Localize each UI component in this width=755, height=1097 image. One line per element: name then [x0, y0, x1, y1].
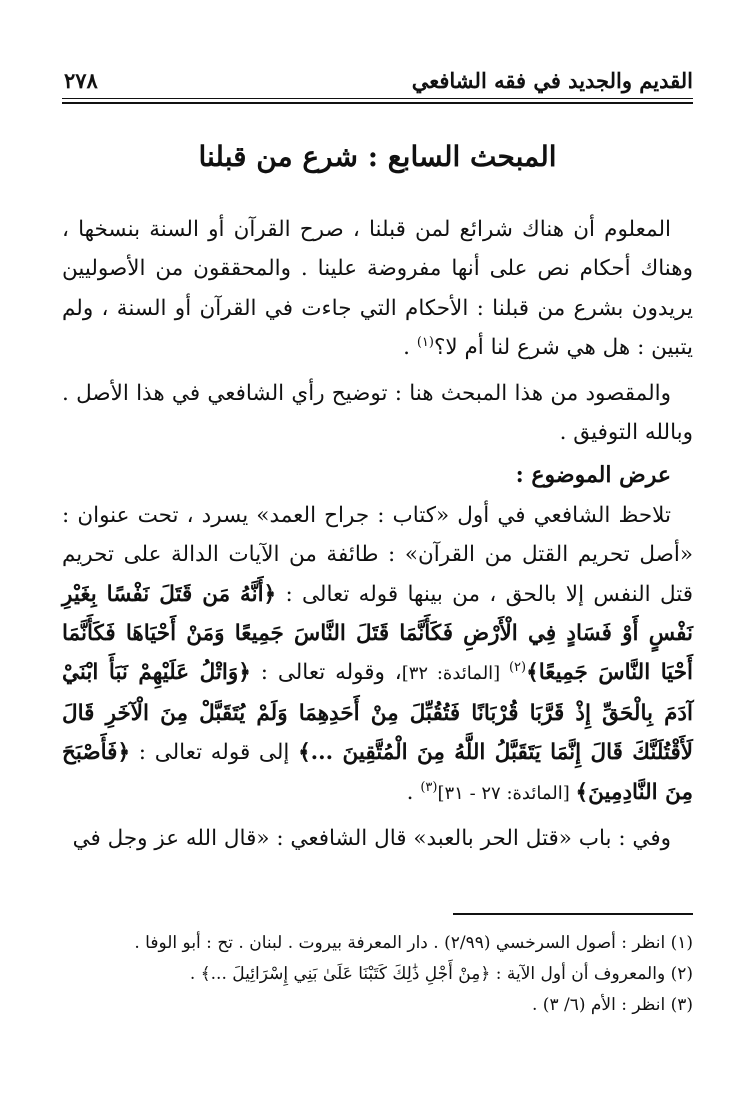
verse-reference-2: [المائدة: ٢٧ - ٣١] [437, 782, 576, 804]
paragraph-intro [62, 210, 693, 368]
paragraph-intro-text: المعلوم أن هناك شرائع لمن قبلنا ، صرح القرآن أو السنة بنسخها ، وهناك أحكام نص على أنها مفروضة علينا . والمحققون من الأصوليين يريدون بشرع من قبلنا : الأحكام التي جاءت في القرآن أو السنة ، ولم يتبين : هل هي شرع لنا أم لا؟ [62, 217, 693, 361]
header-rule [62, 98, 693, 99]
verses-end: . [406, 779, 421, 805]
footnote-2: (٢) والمعروف أن أول الآية : ﴿مِنْ أَجْلِ ذَٰلِكَ كَتَبْنَا عَلَىٰ بَنِي إِسْرَائِيلَ ...﴾ . [189, 964, 693, 984]
verses-connector-2: إلى قوله تعالى : [130, 740, 299, 766]
paragraph-intro-end: . [403, 335, 417, 361]
footnote-ref-1: (١) [416, 335, 434, 351]
footnote-ref-3: (٣) [420, 779, 438, 795]
header-rule-thick [62, 102, 693, 104]
paragraph-verses [62, 496, 693, 813]
quran-verse-3: ﴿فَأَصْبَحَ مِنَ النَّادِمِينَ﴾ [62, 740, 693, 805]
body-text [62, 210, 693, 859]
subheading-topic: عرض الموضوع : [515, 462, 671, 489]
quran-verse-2: ﴿وَاتْلُ عَلَيْهِمْ نَبَأَ ابْنَيْ آدَمَ بِالْحَقِّ إِذْ قَرَّبَا قُرْبَانًا فَتُقُبِّلَ مِنْ أَحَدِهِمَا وَلَمْ يُتَقَبَّلْ مِنَ الْآخَرِ قَالَ لَأَقْتُلَنَّكَ قَالَ إِنَّمَا يَتَقَبَّلُ اللَّهُ مِنَ الْمُتَّقِينَ ...﴾ [62, 660, 693, 766]
section-title: المبحث السابع : شرع من قبلنا [198, 140, 557, 173]
footnote-3: (٣) انظر : الأم (٦/ ٣) . [532, 995, 693, 1015]
quran-verse-1: ﴿أَنَّهُ مَن قَتَلَ نَفْسًا بِغَيْرِ نَفْسٍ أَوْ فَسَادٍ فِي الْأَرْضِ فَكَأَنَّمَا قَتَلَ النَّاسَ جَمِيعًا وَمَنْ أَحْيَاهَا فَكَأَنَّمَا أَحْيَا النَّاسَ جَمِيعًا﴾ [62, 581, 693, 686]
page-number: ٢٧٨ [64, 68, 98, 93]
footnote-ref-2: (٢) [508, 660, 527, 676]
running-header [62, 68, 693, 102]
verses-intro-text: تلاحظ الشافعي في أول «كتاب : جراح العمد» يسرد ، تحت عنوان : «أصل تحريم القتل من القرآن» : طائفة من الآيات الدالة على تحريم قتل النفس إلا بالحق ، من بينها قوله تعالى : [62, 502, 693, 607]
verse-reference-1: [المائدة: ٣٢] [401, 663, 509, 685]
footnotes [62, 928, 693, 1021]
verses-connector-1: ، وقوله تعالى : [250, 660, 402, 686]
running-header-title: القديم والجديد في فقه الشافعي [411, 68, 693, 93]
footnote-separator [453, 913, 693, 915]
footnote-1: (١) انظر : أصول السرخسي (٢/٩٩) . دار المعرفة بيروت . لبنان . تح : أبو الوفا . [134, 933, 693, 953]
paragraph-purpose: والمقصود من هذا المبحث هنا : توضيح رأي الشافعي في هذا الأصل . وبالله التوفيق . [62, 380, 693, 446]
paragraph-bab: وفي : باب «قتل الحر بالعبد» قال الشافعي : «قال الله عز وجل في [72, 826, 671, 852]
